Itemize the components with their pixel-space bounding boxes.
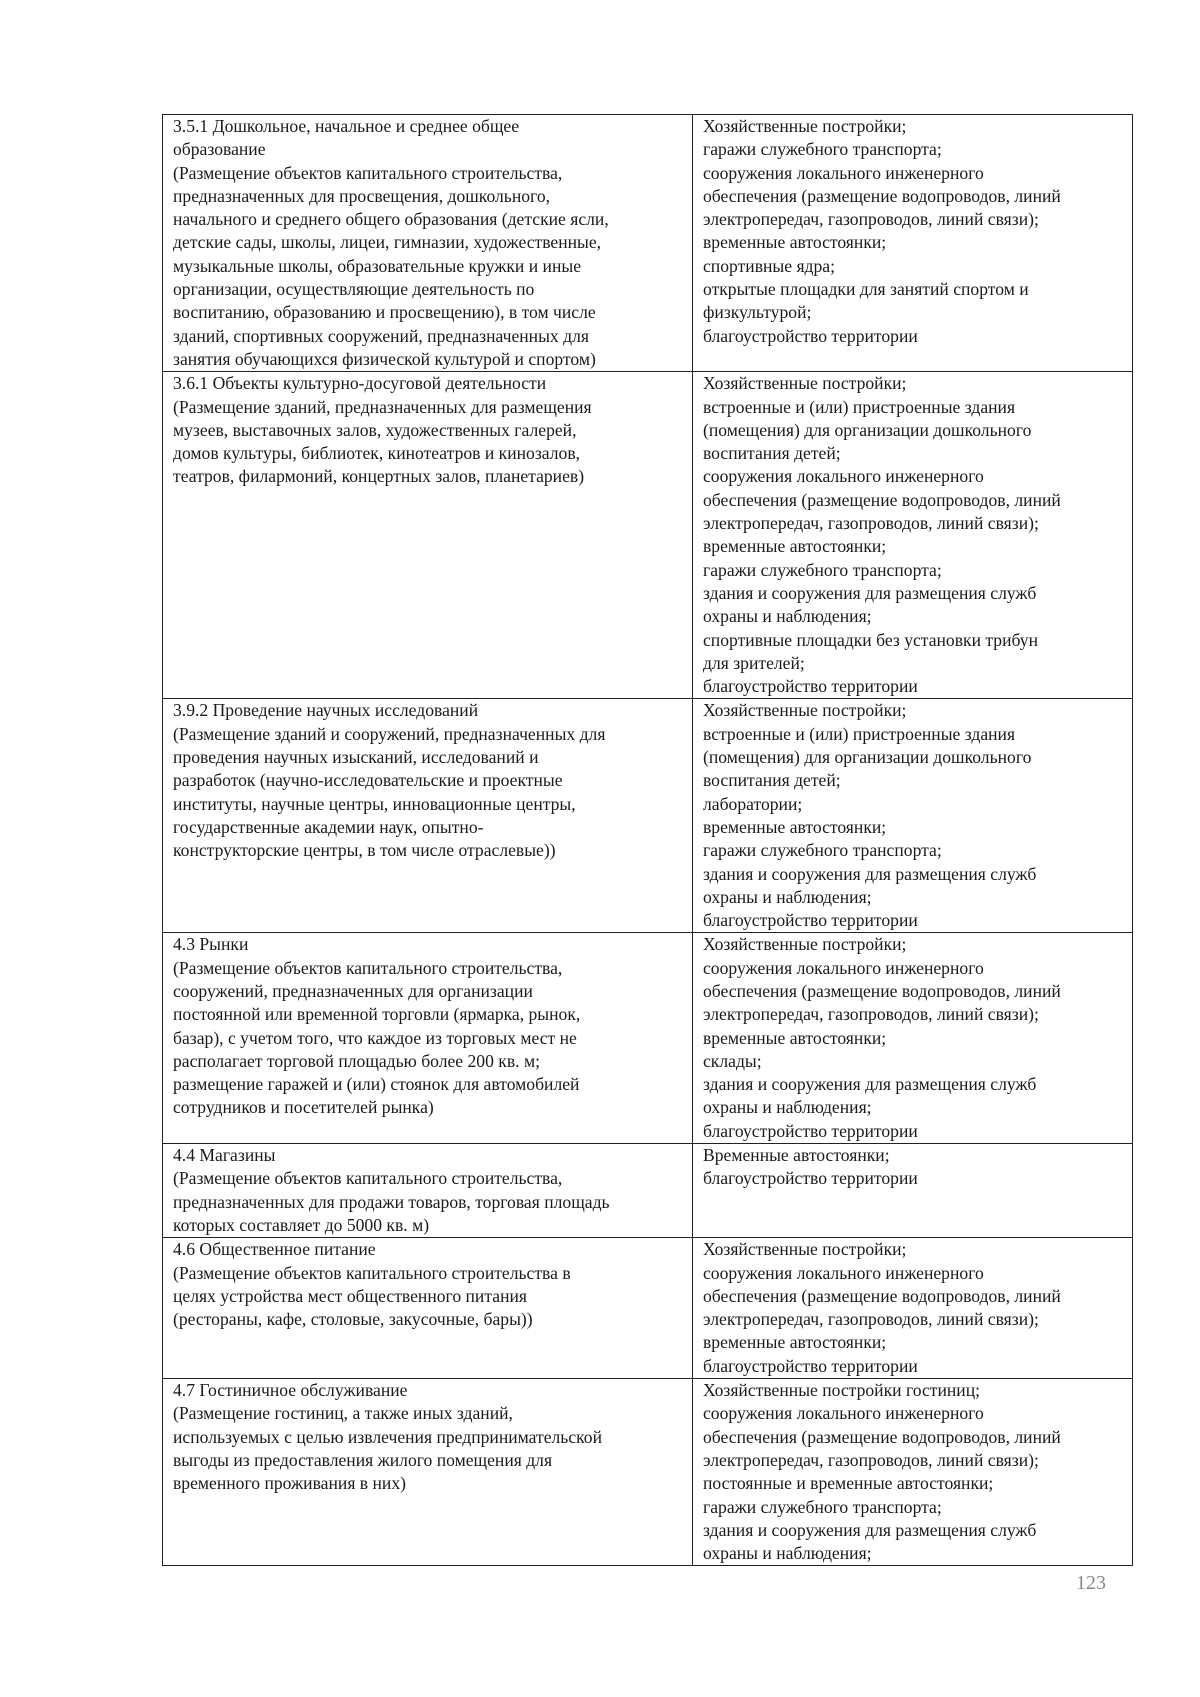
cell-text-line: размещение гаражей и (или) стоянок для автомобилей	[173, 1074, 580, 1095]
auxiliary-uses-cell	[693, 115, 1133, 372]
cell-text-line: выгоды из предоставления жилого помещения для	[173, 1449, 553, 1470]
page-number: 123	[1076, 1572, 1106, 1594]
cell-text-line: домов культуры, библиотек, кинотеатров и кинозалов,	[173, 443, 581, 464]
cell-text-line: 4.4 Магазины	[173, 1145, 276, 1166]
cell-text-line: здания и сооружения для размещения служб	[703, 582, 1037, 603]
table-body	[163, 115, 1133, 1566]
cell-text-line: (помещения) для организации дошкольного	[703, 747, 1032, 768]
cell-text-line: временные автостоянки;	[703, 232, 887, 253]
land-use-table	[162, 114, 1133, 1566]
cell-text-line: (помещения) для организации дошкольного	[703, 419, 1032, 440]
cell-text-line: электропередач, газопроводов, линий связи);	[703, 1449, 1039, 1470]
cell-text-line: обеспечения (размещение водопроводов, линий	[703, 185, 1061, 206]
cell-text-line: воспитания детей;	[703, 443, 841, 464]
table-row	[163, 1144, 1133, 1238]
cell-text-line: организации, осуществляющие деятельность по	[173, 279, 535, 300]
cell-text-line: предназначенных для продажи товаров, торговая площадь	[173, 1191, 610, 1212]
cell-text-line: спортивные площадки без установки трибун	[703, 629, 1039, 650]
cell-text-line: благоустройство территории	[703, 325, 918, 346]
cell-text-line: гаражи служебного транспорта;	[703, 139, 942, 160]
cell-text-line: физкультурой;	[703, 302, 812, 323]
cell-text-line: охраны и наблюдения;	[703, 1543, 872, 1564]
cell-text-line: музеев, выставочных залов, художественных галерей,	[173, 419, 577, 440]
cell-text-line: сооружений, предназначенных для организации	[173, 980, 533, 1001]
auxiliary-uses-cell	[693, 1379, 1133, 1566]
cell-text-line: театров, филармоний, концертных залов, планетариев)	[173, 466, 585, 487]
cell-text-line: склады;	[703, 1050, 762, 1071]
table-row	[163, 1238, 1133, 1379]
cell-text-line: проведения научных изысканий, исследований и	[173, 747, 539, 768]
cell-text-line: начального и среднего общего образования (детские ясли,	[173, 209, 609, 230]
auxiliary-uses-cell	[693, 1238, 1133, 1379]
cell-text-line: постоянной или временной торговли (ярмарка, рынок,	[173, 1004, 581, 1025]
auxiliary-uses-cell	[693, 372, 1133, 699]
cell-text-line: Хозяйственные постройки;	[703, 700, 907, 721]
cell-text-line: временного проживания в них)	[173, 1473, 406, 1494]
auxiliary-uses-cell	[693, 933, 1133, 1144]
table-row	[163, 115, 1133, 372]
cell-text-line: (Размещение объектов капитального строительства,	[173, 162, 563, 183]
cell-text-line: 4.7 Гостиничное обслуживание	[173, 1380, 408, 1401]
cell-text-line: охраны и наблюдения;	[703, 1097, 872, 1118]
cell-text-line: обеспечения (размещение водопроводов, линий	[703, 489, 1061, 510]
cell-text-line: образование	[173, 139, 266, 160]
table-row	[163, 1379, 1133, 1566]
auxiliary-uses-cell	[693, 699, 1133, 933]
cell-text-line: 3.9.2 Проведение научных исследований	[173, 700, 479, 721]
cell-text-line: временные автостоянки;	[703, 1027, 887, 1048]
cell-text-line: Хозяйственные постройки;	[703, 116, 907, 136]
cell-text-line: государственные академии наук, опытно-	[173, 816, 484, 837]
cell-text-line: благоустройство территории	[703, 1355, 918, 1376]
cell-text-line: благоустройство территории	[703, 1168, 918, 1189]
cell-text-line: здания и сооружения для размещения служб	[703, 863, 1037, 884]
cell-text-line: музыкальные школы, образовательные кружки и иные	[173, 255, 581, 276]
cell-text-line: 4.3 Рынки	[173, 934, 249, 955]
cell-text-line: 3.6.1 Объекты культурно-досуговой деятельности	[173, 373, 547, 394]
cell-text-line: электропередач, газопроводов, линий связи);	[703, 1004, 1039, 1025]
cell-text-line: временные автостоянки;	[703, 536, 887, 557]
cell-text-line: 3.5.1 Дошкольное, начальное и среднее общее	[173, 116, 520, 136]
land-use-type-cell	[163, 699, 693, 933]
cell-text-line: гаражи служебного транспорта;	[703, 1496, 942, 1517]
cell-text-line: 4.6 Общественное питание	[173, 1239, 376, 1260]
cell-text-line: электропередач, газопроводов, линий связи);	[703, 209, 1039, 230]
cell-text-line: (Размещение объектов капитального строительства в	[173, 1262, 571, 1283]
cell-text-line: сооружения локального инженерного	[703, 1403, 984, 1424]
cell-text-line: сооружения локального инженерного	[703, 162, 984, 183]
cell-text-line: сооружения локального инженерного	[703, 957, 984, 978]
cell-text-line: обеспечения (размещение водопроводов, линий	[703, 1285, 1061, 1306]
cell-text-line: (Размещение объектов капитального строительства,	[173, 957, 563, 978]
cell-text-line: целях устройства мест общественного питания	[173, 1285, 527, 1306]
cell-text-line: используемых с целью извлечения предпринимательской	[173, 1426, 603, 1447]
cell-text-line: (Размещение гостиниц, а также иных зданий,	[173, 1403, 513, 1424]
cell-text-line: открытые площадки для занятий спортом и	[703, 279, 1029, 300]
cell-text-line: обеспечения (размещение водопроводов, линий	[703, 980, 1061, 1001]
land-use-type-cell	[163, 115, 693, 372]
cell-text-line: Хозяйственные постройки гостиниц;	[703, 1380, 981, 1401]
cell-text-line: электропередач, газопроводов, линий связи);	[703, 513, 1039, 534]
cell-text-line: обеспечения (размещение водопроводов, линий	[703, 1426, 1061, 1447]
cell-text-line: институты, научные центры, инновационные центры,	[173, 793, 576, 814]
land-use-type-cell	[163, 1238, 693, 1379]
cell-text-line: (Размещение зданий, предназначенных для размещения	[173, 396, 592, 417]
cell-text-line: спортивные ядра;	[703, 255, 835, 276]
cell-text-line: здания и сооружения для размещения служб	[703, 1519, 1037, 1540]
cell-text-line: зданий, спортивных сооружений, предназначенных для	[173, 325, 589, 346]
cell-text-line: занятия обучающихся физической культурой и спортом)	[173, 348, 596, 369]
cell-text-line: благоустройство территории	[703, 1120, 918, 1141]
cell-text-line: для зрителей;	[703, 652, 805, 673]
cell-text-line: воспитанию, образованию и просвещению), в том числе	[173, 302, 596, 323]
cell-text-line: воспитания детей;	[703, 770, 841, 791]
cell-text-line: встроенные и (или) пристроенные здания	[703, 396, 1016, 417]
cell-text-line: Временные автостоянки;	[703, 1145, 890, 1166]
cell-text-line: встроенные и (или) пристроенные здания	[703, 723, 1016, 744]
cell-text-line: детские сады, школы, лицеи, гимназии, художественные,	[173, 232, 602, 253]
table-row	[163, 699, 1133, 933]
cell-text-line: постоянные и временные автостоянки;	[703, 1473, 994, 1494]
table-row	[163, 372, 1133, 699]
cell-text-line: (Размещение зданий и сооружений, предназначенных для	[173, 723, 606, 744]
cell-text-line: благоустройство территории	[703, 676, 918, 697]
land-use-type-cell	[163, 1144, 693, 1238]
auxiliary-uses-cell	[693, 1144, 1133, 1238]
cell-text-line: которых составляет до 5000 кв. м)	[173, 1214, 430, 1235]
cell-text-line: Хозяйственные постройки;	[703, 1239, 907, 1260]
land-use-type-cell	[163, 1379, 693, 1566]
cell-text-line: сооружения локального инженерного	[703, 1262, 984, 1283]
cell-text-line: располагает торговой площадью более 200 кв. м;	[173, 1050, 540, 1071]
cell-text-line: охраны и наблюдения;	[703, 886, 872, 907]
cell-text-line: здания и сооружения для размещения служб	[703, 1074, 1037, 1095]
cell-text-line: предназначенных для просвещения, дошкольного,	[173, 185, 551, 206]
cell-text-line: благоустройство территории	[703, 910, 918, 931]
table-row	[163, 933, 1133, 1144]
cell-text-line: базар), с учетом того, что каждое из торговых мест не	[173, 1027, 577, 1048]
cell-text-line: электропередач, газопроводов, линий связи);	[703, 1309, 1039, 1330]
cell-text-line: охраны и наблюдения;	[703, 606, 872, 627]
cell-text-line: гаражи служебного транспорта;	[703, 840, 942, 861]
land-use-type-cell	[163, 372, 693, 699]
cell-text-line: временные автостоянки;	[703, 816, 887, 837]
cell-text-line: сооружения локального инженерного	[703, 466, 984, 487]
cell-text-line: (Размещение объектов капитального строительства,	[173, 1168, 563, 1189]
land-use-type-cell	[163, 933, 693, 1144]
cell-text-line: Хозяйственные постройки;	[703, 373, 907, 394]
cell-text-line: разработок (научно-исследовательские и проектные	[173, 770, 563, 791]
cell-text-line: (рестораны, кафе, столовые, закусочные, бары))	[173, 1309, 533, 1330]
cell-text-line: временные автостоянки;	[703, 1332, 887, 1353]
cell-text-line: конструкторские центры, в том числе отраслевые))	[173, 840, 556, 861]
cell-text-line: гаражи служебного транспорта;	[703, 559, 942, 580]
cell-text-line: сотрудников и посетителей рынка)	[173, 1097, 434, 1118]
cell-text-line: Хозяйственные постройки;	[703, 934, 907, 955]
cell-text-line: лаборатории;	[703, 793, 803, 814]
